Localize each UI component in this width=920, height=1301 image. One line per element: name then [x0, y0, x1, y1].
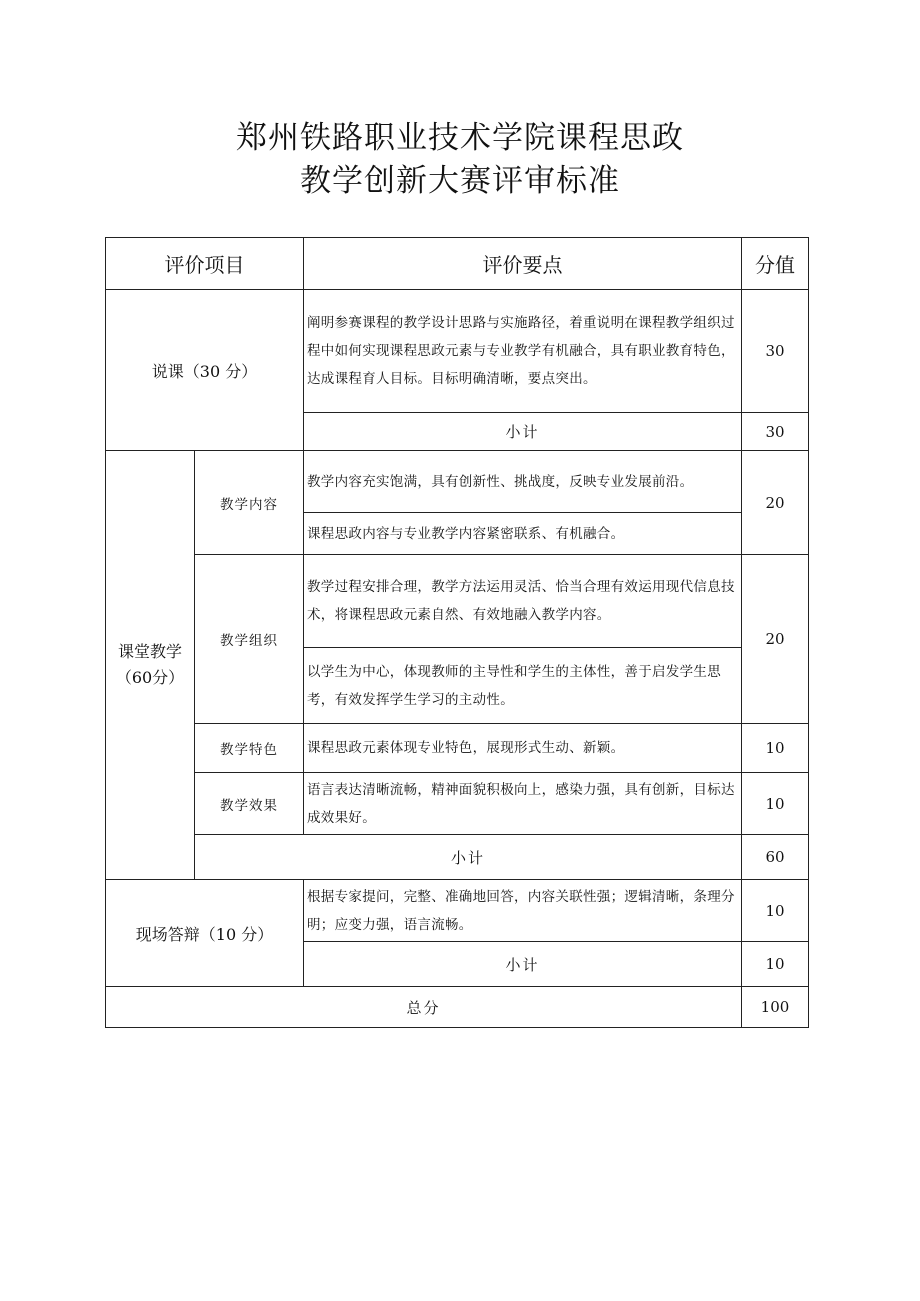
evaluation-table: [105, 237, 809, 1028]
effect-label: 教学效果: [195, 773, 304, 835]
total-label: 总分: [106, 987, 742, 1028]
effect-score: 10: [742, 773, 809, 835]
talk-label: 说课（30 分）: [106, 290, 304, 451]
total-score: 100: [742, 987, 809, 1028]
effect-desc: 语言表达清晰流畅，精神面貌积极向上，感染力强，具有创新，目标达成效果好。: [304, 773, 742, 835]
talk-subtotal: 30: [742, 413, 809, 451]
classroom-subtotal: 60: [742, 835, 809, 880]
talk-desc: 阐明参赛课程的教学设计思路与实施路径，着重说明在课程教学组织过程中如何实现课程思政元素与专业教学有机融合，具有职业教育特色，达成课程育人目标。目标明确清晰，要点突出。: [304, 290, 742, 413]
feature-score: 10: [742, 724, 809, 773]
organization-desc-2: 以学生为中心，体现教师的主导性和学生的主体性，善于启发学生思考，有效发挥学生学习的主动性。: [304, 648, 742, 724]
feature-label: 教学特色: [195, 724, 304, 773]
organization-score: 20: [742, 555, 809, 724]
header-points: 评价要点: [304, 238, 742, 290]
classroom-subtotal-label: 小计: [195, 835, 742, 880]
defense-subtotal: 10: [742, 942, 809, 987]
organization-label: 教学组织: [195, 555, 304, 724]
defense-label: 现场答辩（10 分）: [106, 880, 304, 987]
content-desc-2: 课程思政内容与专业教学内容紧密联系、有机融合。: [304, 513, 742, 555]
talk-score: 30: [742, 290, 809, 413]
talk-subtotal-label: 小计: [304, 413, 742, 451]
content-label: 教学内容: [195, 451, 304, 555]
feature-desc: 课程思政元素体现专业特色，展现形式生动、新颖。: [304, 724, 742, 773]
defense-subtotal-label: 小计: [304, 942, 742, 987]
organization-desc-1: 教学过程安排合理，教学方法运用灵活、恰当合理有效运用现代信息技术，将课程思政元素自然、有效地融入教学内容。: [304, 555, 742, 648]
content-desc-1: 教学内容充实饱满，具有创新性、挑战度，反映专业发展前沿。: [304, 451, 742, 513]
header-item: 评价项目: [106, 238, 304, 290]
classroom-label: 课堂教学（60分）: [106, 451, 195, 880]
content-score: 20: [742, 451, 809, 555]
header-score: 分值: [742, 238, 809, 290]
page-title-line1: 郑州铁路职业技术学院课程思政: [236, 120, 684, 156]
page-title-line2: 教学创新大赛评审标准: [300, 163, 620, 199]
defense-score: 10: [742, 880, 809, 942]
defense-desc: 根据专家提问，完整、准确地回答，内容关联性强；逻辑清晰，条理分明；应变力强，语言流畅。: [304, 880, 742, 942]
